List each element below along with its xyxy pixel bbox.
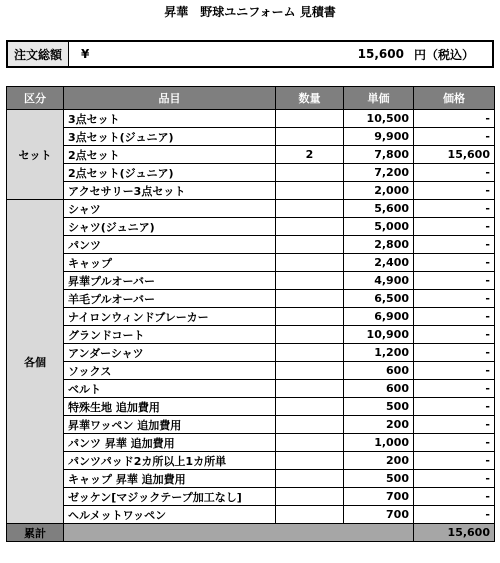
table-row <box>7 164 495 182</box>
table-row <box>7 344 495 362</box>
table-row <box>7 254 495 272</box>
qty-cell[interactable] <box>276 200 344 218</box>
category-cell: 各個 <box>7 200 64 524</box>
item-cell[interactable]: 特殊生地 追加費用 <box>64 398 276 416</box>
header-category: 区分 <box>7 87 64 110</box>
item-cell[interactable]: グランドコート <box>64 326 276 344</box>
qty-cell[interactable] <box>276 110 344 128</box>
unit-price-cell[interactable]: 4,900 <box>344 272 414 290</box>
table-row <box>7 470 495 488</box>
unit-price-cell[interactable]: 5,600 <box>344 200 414 218</box>
item-cell[interactable]: 昇華プルオーバー <box>64 272 276 290</box>
unit-price-cell[interactable]: 10,900 <box>344 326 414 344</box>
table-row <box>7 218 495 236</box>
price-cell[interactable]: - <box>414 110 495 128</box>
unit-price-cell[interactable]: 9,900 <box>344 128 414 146</box>
price-cell[interactable]: - <box>414 290 495 308</box>
qty-cell[interactable] <box>276 182 344 200</box>
unit-price-cell[interactable]: 700 <box>344 506 414 524</box>
price-cell[interactable]: - <box>414 452 495 470</box>
item-cell[interactable]: 2点セット <box>64 146 276 164</box>
item-cell[interactable]: キャップ 昇華 追加費用 <box>64 470 276 488</box>
price-cell[interactable]: - <box>414 470 495 488</box>
unit-price-cell[interactable]: 6,900 <box>344 308 414 326</box>
table-row <box>7 434 495 452</box>
price-cell[interactable]: - <box>414 164 495 182</box>
qty-cell[interactable] <box>276 128 344 146</box>
price-cell[interactable]: - <box>414 434 495 452</box>
unit-price-cell[interactable]: 200 <box>344 452 414 470</box>
unit-price-cell[interactable]: 500 <box>344 470 414 488</box>
item-cell[interactable]: 昇華ワッペン 追加費用 <box>64 416 276 434</box>
unit-price-cell[interactable]: 2,000 <box>344 182 414 200</box>
order-total-amount: 15,600 <box>357 47 404 61</box>
item-cell[interactable]: ナイロンウィンドブレーカー <box>64 308 276 326</box>
item-cell[interactable]: アンダーシャツ <box>64 344 276 362</box>
order-total-box <box>6 40 494 68</box>
qty-cell[interactable] <box>276 452 344 470</box>
currency-symbol: ¥ <box>81 47 90 61</box>
item-cell[interactable]: ヘルメットワッペン <box>64 506 276 524</box>
price-cell[interactable]: - <box>414 344 495 362</box>
price-cell[interactable]: - <box>414 254 495 272</box>
estimate-table <box>6 86 495 542</box>
unit-price-cell[interactable]: 7,200 <box>344 164 414 182</box>
qty-cell[interactable] <box>276 236 344 254</box>
item-cell[interactable]: パンツ <box>64 236 276 254</box>
order-total-label: 注文総額 <box>8 42 69 66</box>
qty-cell[interactable] <box>276 470 344 488</box>
total-spacer <box>64 524 414 542</box>
price-cell[interactable]: - <box>414 362 495 380</box>
unit-price-cell[interactable]: 5,000 <box>344 218 414 236</box>
table-row <box>7 380 495 398</box>
table-row <box>7 128 495 146</box>
price-cell[interactable]: - <box>414 236 495 254</box>
unit-price-cell[interactable]: 600 <box>344 362 414 380</box>
qty-cell[interactable] <box>276 254 344 272</box>
table-row <box>7 488 495 506</box>
price-cell[interactable]: - <box>414 506 495 524</box>
item-cell[interactable]: シャツ(ジュニア) <box>64 218 276 236</box>
item-cell[interactable]: アクセサリー3点セット <box>64 182 276 200</box>
item-cell[interactable]: パンツパッド2カ所以上1カ所単 <box>64 452 276 470</box>
table-header-row <box>7 87 495 110</box>
item-cell[interactable]: キャップ <box>64 254 276 272</box>
qty-cell[interactable] <box>276 434 344 452</box>
unit-price-cell[interactable]: 6,500 <box>344 290 414 308</box>
price-cell[interactable]: - <box>414 416 495 434</box>
price-cell[interactable]: - <box>414 308 495 326</box>
total-price: 15,600 <box>414 524 495 542</box>
qty-cell[interactable]: 2 <box>276 146 344 164</box>
table-row <box>7 272 495 290</box>
qty-cell[interactable] <box>276 326 344 344</box>
table-row <box>7 362 495 380</box>
qty-cell[interactable] <box>276 272 344 290</box>
total-row <box>7 524 495 542</box>
qty-cell[interactable] <box>276 398 344 416</box>
header-price: 価格 <box>414 87 495 110</box>
qty-cell[interactable] <box>276 380 344 398</box>
table-row <box>7 452 495 470</box>
table-row <box>7 398 495 416</box>
item-cell[interactable]: シャツ <box>64 200 276 218</box>
table-row <box>7 416 495 434</box>
item-cell[interactable]: パンツ 昇華 追加費用 <box>64 434 276 452</box>
order-total-amount-wrap <box>141 42 492 66</box>
header-unit-price: 単価 <box>344 87 414 110</box>
unit-price-cell[interactable]: 2,400 <box>344 254 414 272</box>
qty-cell[interactable] <box>276 290 344 308</box>
price-cell[interactable]: - <box>414 380 495 398</box>
table-row <box>7 236 495 254</box>
item-cell[interactable]: ゼッケン[マジックテープ加工なし] <box>64 488 276 506</box>
qty-cell[interactable] <box>276 416 344 434</box>
unit-price-cell[interactable]: 500 <box>344 398 414 416</box>
qty-cell[interactable] <box>276 218 344 236</box>
table-body <box>7 110 495 524</box>
price-cell[interactable]: - <box>414 128 495 146</box>
order-total-unit: 円（税込） <box>413 47 474 62</box>
item-cell[interactable]: 3点セット <box>64 110 276 128</box>
qty-cell[interactable] <box>276 362 344 380</box>
unit-price-cell[interactable]: 1,000 <box>344 434 414 452</box>
unit-price-cell[interactable]: 700 <box>344 488 414 506</box>
item-cell[interactable]: ベルト <box>64 380 276 398</box>
header-qty: 数量 <box>276 87 344 110</box>
table-row <box>7 506 495 524</box>
item-cell[interactable]: 2点セット(ジュニア) <box>64 164 276 182</box>
table-row <box>7 110 495 128</box>
item-cell[interactable]: 3点セット(ジュニア) <box>64 128 276 146</box>
unit-price-cell[interactable]: 600 <box>344 380 414 398</box>
unit-price-cell[interactable]: 2,800 <box>344 236 414 254</box>
unit-price-cell[interactable]: 200 <box>344 416 414 434</box>
total-label: 累計 <box>7 524 64 542</box>
qty-cell[interactable] <box>276 488 344 506</box>
qty-cell[interactable] <box>276 506 344 524</box>
item-cell[interactable]: ソックス <box>64 362 276 380</box>
header-item: 品目 <box>64 87 276 110</box>
unit-price-cell[interactable]: 1,200 <box>344 344 414 362</box>
table-row <box>7 200 495 218</box>
item-cell[interactable]: 羊毛プルオーバー <box>64 290 276 308</box>
unit-price-cell[interactable]: 10,500 <box>344 110 414 128</box>
table-row <box>7 146 495 164</box>
price-cell[interactable]: - <box>414 272 495 290</box>
table-row <box>7 290 495 308</box>
table-row <box>7 182 495 200</box>
table-row <box>7 326 495 344</box>
qty-cell[interactable] <box>276 344 344 362</box>
price-cell[interactable]: - <box>414 326 495 344</box>
price-cell[interactable]: - <box>414 200 495 218</box>
unit-price-cell[interactable]: 7,800 <box>344 146 414 164</box>
qty-cell[interactable] <box>276 164 344 182</box>
category-cell: セット <box>7 110 64 200</box>
table-row <box>7 308 495 326</box>
price-cell[interactable]: - <box>414 488 495 506</box>
price-cell[interactable]: - <box>414 182 495 200</box>
qty-cell[interactable] <box>276 308 344 326</box>
price-cell[interactable]: - <box>414 218 495 236</box>
document-title: 昇華 野球ユニフォーム 見積書 <box>164 5 336 19</box>
price-cell[interactable]: 15,600 <box>414 146 495 164</box>
price-cell[interactable]: - <box>414 398 495 416</box>
